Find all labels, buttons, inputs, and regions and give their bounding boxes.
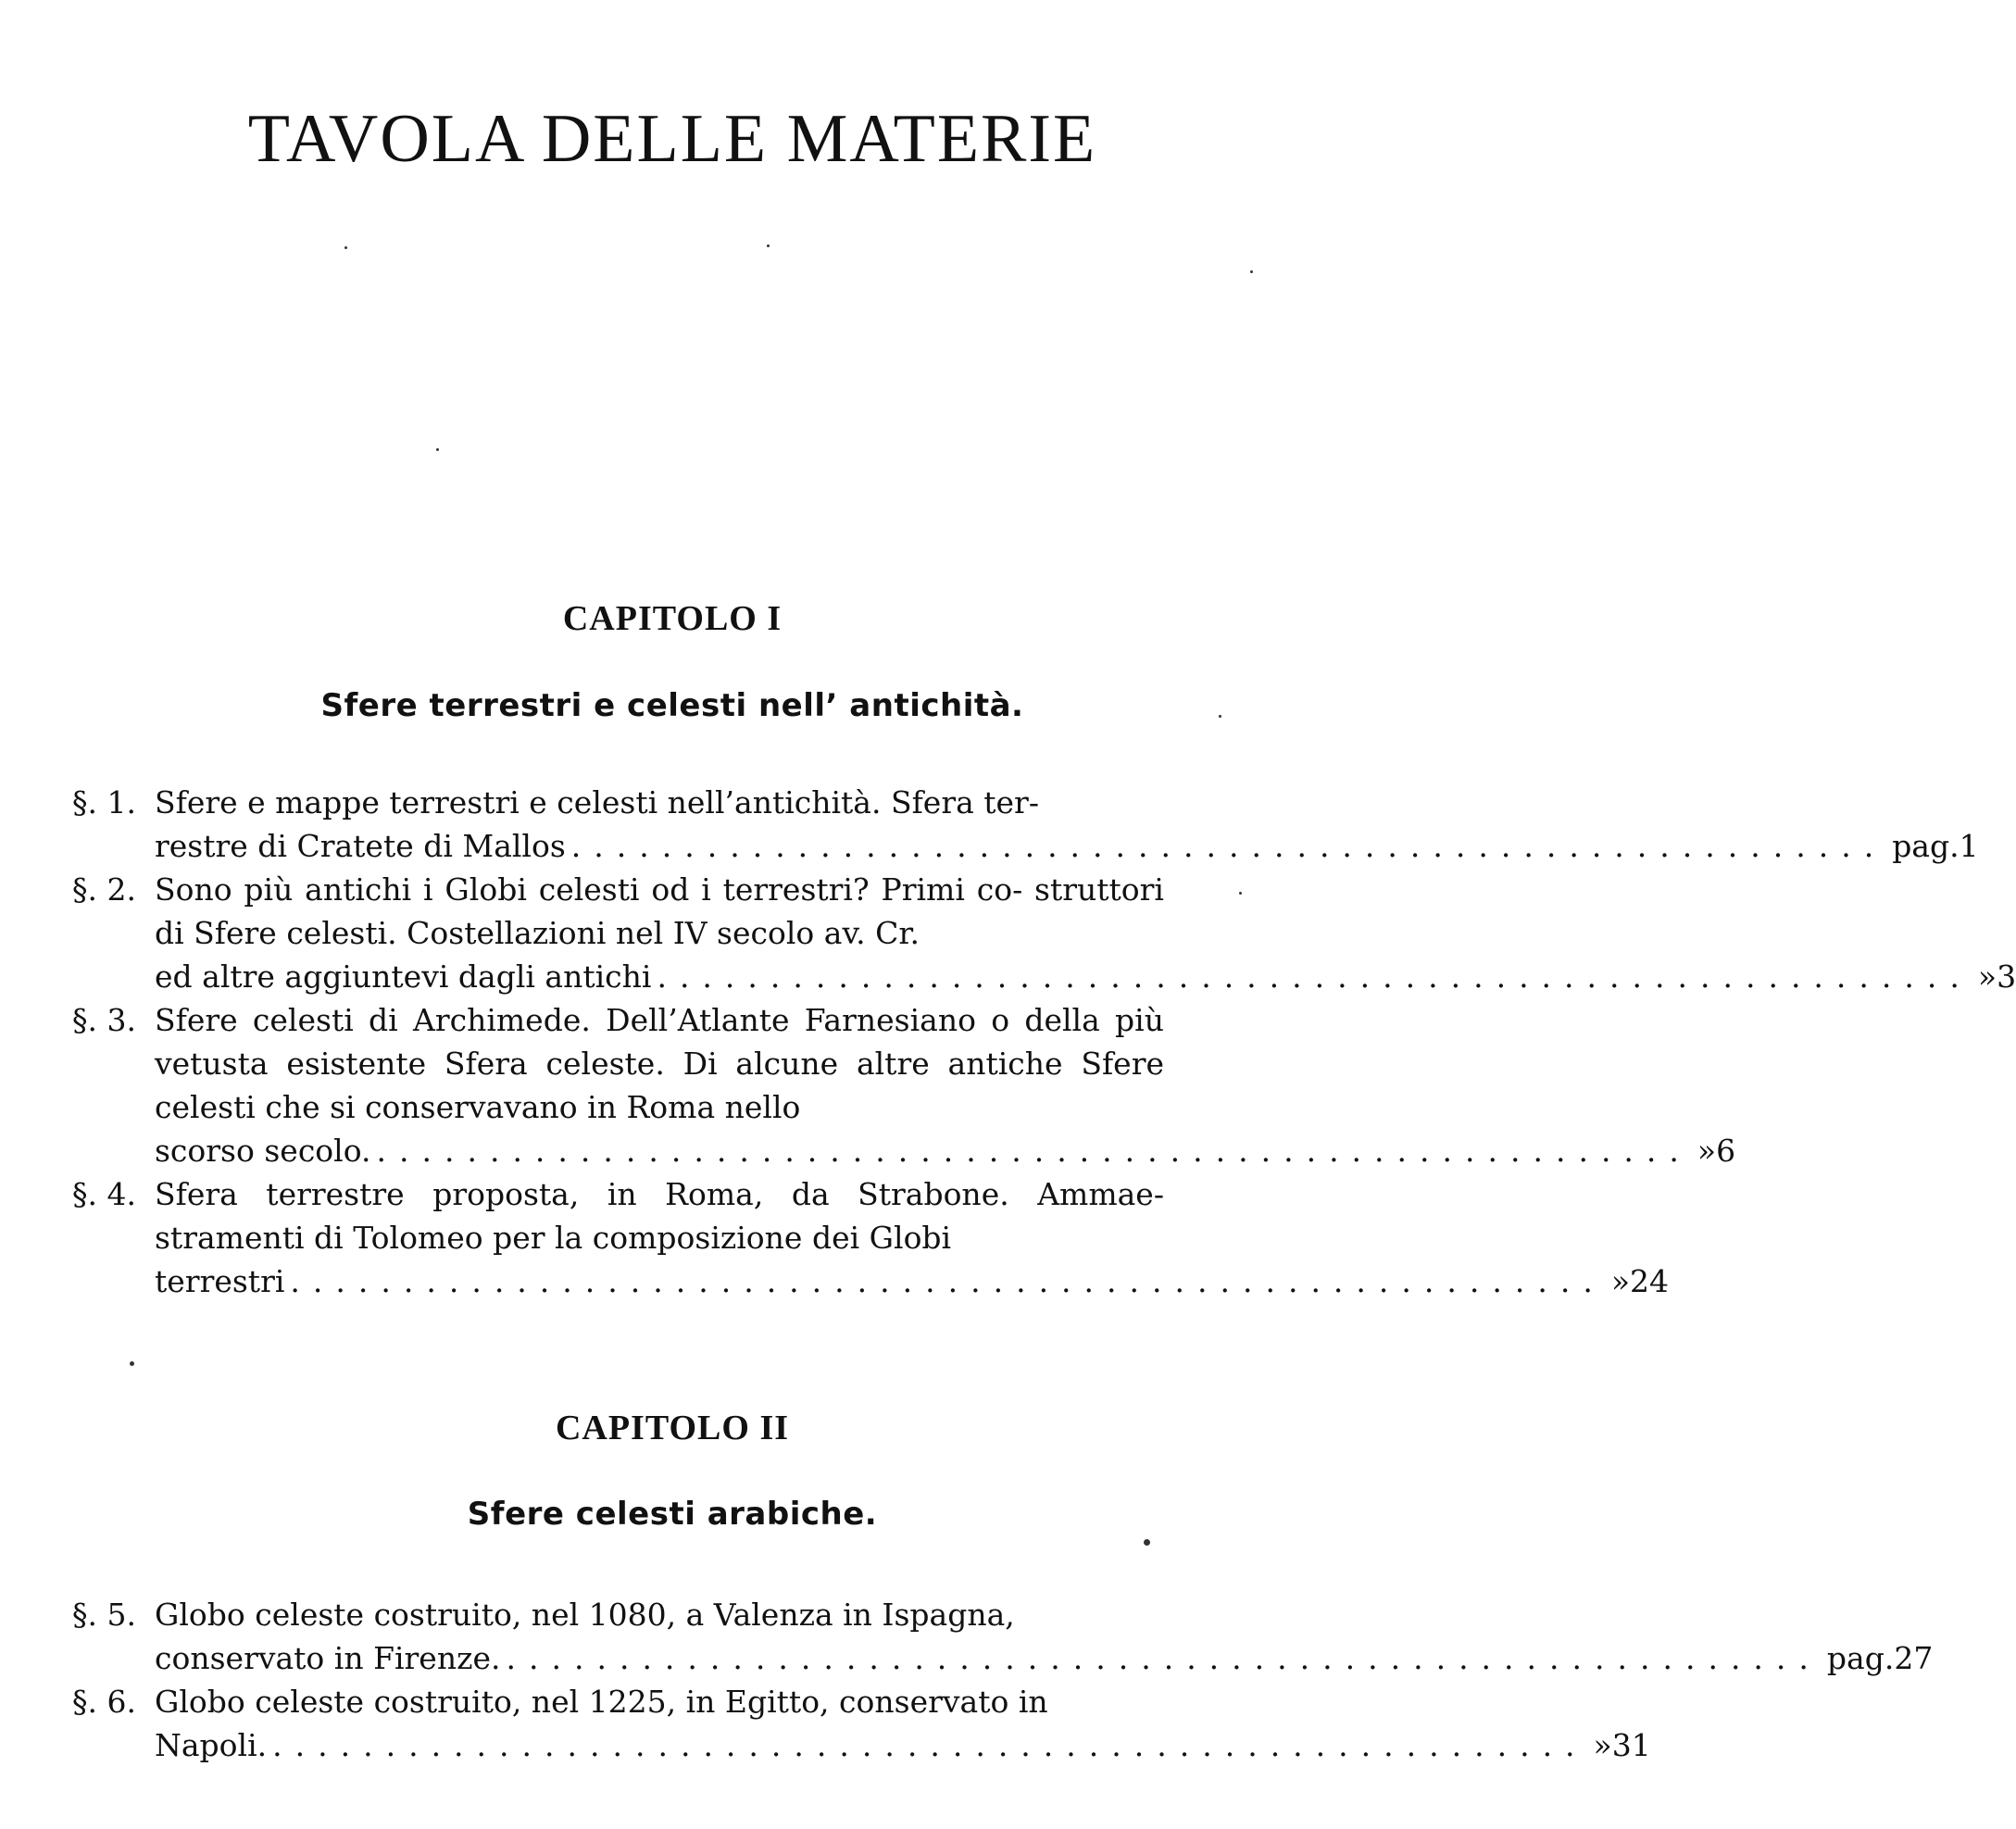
dot-leader: ..........................................................: [290, 1263, 1606, 1299]
section-number: §. 2.: [72, 871, 136, 908]
page-number: 3: [1997, 958, 2016, 995]
section-number: §. 1.: [72, 784, 136, 821]
entry-last-line: [155, 824, 1979, 868]
chapter-subtitle: Sfere terrestri e celesti nell’ antichità.: [320, 687, 1024, 724]
entry-last-line: [155, 1259, 1670, 1303]
print-speck: [767, 244, 770, 247]
toc-entry: [56, 998, 1736, 1172]
section-number: §. 5.: [72, 1597, 136, 1633]
page-number: 1: [1959, 828, 1979, 864]
print-speck: [436, 448, 439, 451]
entry-last-line: [155, 1636, 1934, 1680]
toc-entry: [56, 1593, 1934, 1680]
entry-last-text: restre di Cratete di Mallos: [155, 828, 566, 864]
entry-last-line: [155, 1723, 1651, 1767]
dot-leader: ..........................................................: [506, 1640, 1822, 1676]
entry-last-line: [155, 955, 2016, 998]
page-label: »: [1977, 958, 1997, 995]
entry-last-text: conservato in Firenze.: [155, 1640, 501, 1676]
toc-entry: [56, 1680, 1651, 1767]
dot-leader: ..........................................................: [570, 828, 1887, 864]
page-number: 6: [1716, 1133, 1736, 1169]
dot-leader: ..........................................................: [376, 1133, 1692, 1169]
chapter-1-entries: [56, 781, 2016, 1303]
chapter-heading: CAPITOLO II: [555, 1409, 790, 1447]
section-number: §. 6.: [72, 1684, 136, 1720]
entry-text: Sfere e mappe terrestri e celesti nell’antichità. Sfera ter-: [155, 784, 1039, 821]
dot-leader: ..........................................................: [657, 958, 1972, 995]
page-label: »: [1610, 1263, 1631, 1299]
dot-leader: ..........................................................: [272, 1727, 1588, 1763]
toc-entry: [56, 781, 1979, 868]
page-label: »: [1697, 1133, 1717, 1169]
print-speck: [1144, 1539, 1150, 1546]
chapter-subtitle: Sfere celesti arabiche.: [467, 1496, 878, 1533]
entry-last-text: Napoli.: [155, 1727, 268, 1763]
page-number: 27: [1894, 1640, 1934, 1676]
print-speck: [1250, 270, 1253, 273]
toc-entry: [56, 868, 2016, 998]
print-speck: [130, 1361, 134, 1366]
page-label: pag.: [1826, 1640, 1895, 1676]
chapter-heading: CAPITOLO I: [562, 599, 783, 638]
entry-text: Globo celeste costruito, nel 1225, in Egitto, conservato in: [155, 1684, 1048, 1720]
chapter-2-entries: [56, 1593, 1934, 1767]
entry-text: Globo celeste costruito, nel 1080, a Valenza in Ispagna,: [155, 1597, 1015, 1633]
page-label: »: [1593, 1727, 1612, 1763]
print-speck: [344, 246, 347, 249]
page-number: 24: [1630, 1263, 1670, 1299]
page-title: TAVOLA DELLE MATERIE: [247, 101, 1097, 177]
section-number: §. 3.: [72, 1002, 136, 1038]
entry-last-text: ed altre aggiuntevi dagli antichi: [155, 958, 652, 995]
entry-last-text: scorso secolo.: [155, 1133, 371, 1169]
page-label: pag.: [1892, 828, 1960, 864]
toc-entry: [56, 1172, 1670, 1303]
entry-last-line: [155, 1129, 1736, 1172]
entry-text: Sfera terrestre proposta, in Roma, da Strabone. Ammae- stramenti di Tolomeo per la composizione dei Globi: [155, 1176, 1164, 1256]
section-number: §. 4.: [72, 1176, 136, 1212]
entry-last-text: terrestri: [155, 1263, 285, 1299]
entry-text: Sono più antichi i Globi celesti od i terrestri? Primi co- struttori di Sfere celesti. Costellazioni nel IV secolo av. Cr.: [155, 871, 1164, 951]
entry-text: Sfere celesti di Archimede. Dell’Atlante Farnesiano o della più vetusta esistente Sfera celeste. Di alcune altre antiche Sfere celesti che si conservavano in Roma nello: [155, 1002, 1164, 1125]
page-number: 31: [1611, 1727, 1651, 1763]
